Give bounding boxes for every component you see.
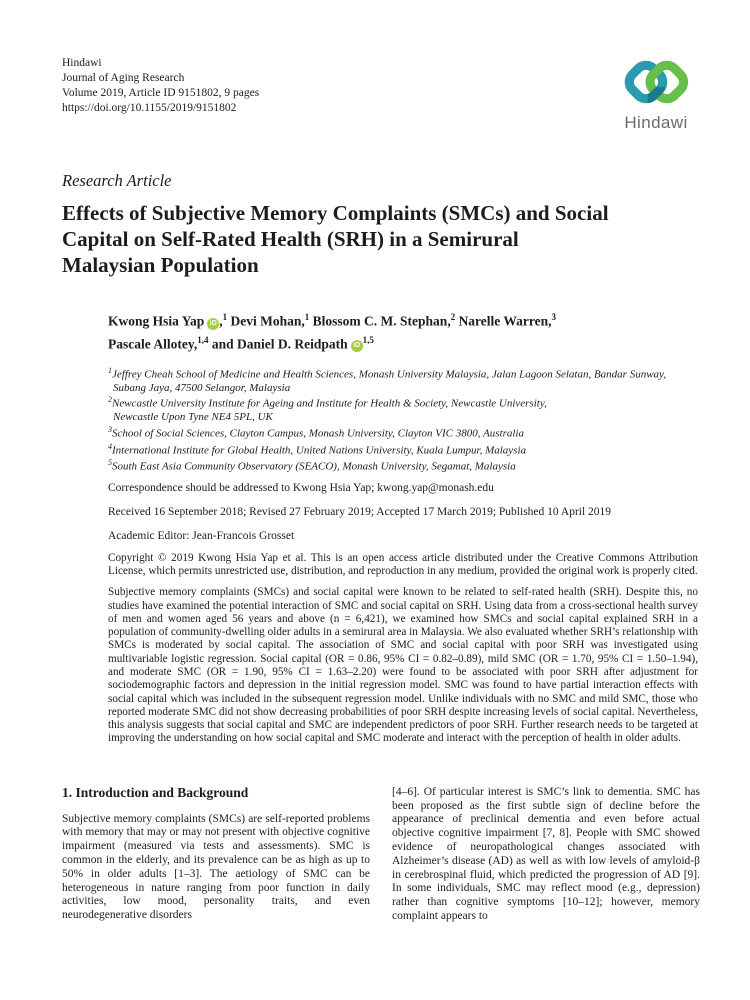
doi-link[interactable]: https://doi.org/10.1155/2019/9151802 (62, 102, 237, 114)
author-name: Devi Mohan (230, 313, 302, 329)
orcid-icon[interactable]: iD (351, 340, 363, 352)
section-heading-introduction: 1. Introduction and Background (62, 784, 249, 800)
publication-meta (62, 56, 259, 116)
article-title: Effects of Subjective Memory Complaints (SMCs) and Social Capital on Self-Rated Health (SRH) in a Semirural Malaysian Population (62, 201, 609, 277)
hindawi-logo-icon (614, 52, 698, 112)
author-name: Blossom C. M. Stephan (312, 313, 448, 329)
page-header (0, 0, 750, 133)
intro-right-column (392, 786, 700, 924)
dates-line: Received 16 September 2018; Revised 27 February 2019; Accepted 17 March 2019; Published 10 April 2019 (108, 505, 612, 518)
article-body (62, 786, 700, 924)
affiliation-item: $^5$South East Asia Community Observatory (SEACO), Monash University, Segamat, Malaysia (108, 458, 516, 473)
volume-info: Volume 2019, Article ID 9151802, 9 pages (62, 87, 260, 99)
abstract-text: Subjective memory complaints (SMCs) and social capital were known to be related to self-rated health (SRH). Despite this, no studies have examined the potential interaction of SMC and social capital on SRH. Using data from a cross-sectional health survey of men and women aged 56 years and above (n = 6,421), we examined how SMCs and social capital explained SRH in a population of community-dwelling older adults in a semirural area in Malaysia. We also evaluated whether SRH’s relationship with SMCs is moderated by social capital. The association of SMC and social capital with poor SRH was investigated using multivariable logistic regression. Social capital (OR = 0.86, 95% CI = 0.82–0.89), mild SMC (OR = 1.70, 95% CI = 1.50–1.94), and moderate SMC (OR = 1.90, 95% CI = 1.63–2.20) were found to be associated with poor SRH after adjustment for sociodemographic factors and depression in the initial regression model. SMC was found to have partial interaction effects with social capital which was included in the subsequent regression model. Unlike individuals with no SMC and mild SMC, those who reported moderate SMC did not show decreasing probabilities of poor SRH despite increasing levels of social capital. Nevertheless, this analysis suggests that social capital and SMC are independent predictors of poor SRH. Further research needs to be targeted at improving the understanding on how social capital and SMC moderate and interact with the perception of health in older adults. (108, 586, 698, 745)
front-matter (108, 308, 698, 746)
correspondence-text: Correspondence should be addressed to Kwong Hsia Yap; (108, 481, 378, 494)
author-name: Daniel D. Reidpath (237, 336, 348, 351)
academic-editor-line: Academic Editor: Jean-Francois Grosset (108, 529, 295, 542)
orcid-icon[interactable]: iD (207, 318, 219, 330)
correspondence-line (108, 482, 698, 494)
intro-right-paragraph: [4–6]. Of particular interest is SMC’s link to dementia. SMC has been proposed as the first subtle sign of decline before the appearance of preclinical dementia and even before actual objective cognitive impairment [7, 8]. People with SMC showed evidence of neuropathological changes associated with Alzheimer’s disease (AD) as well as with low levels of amyloid-β in cerebrospinal fluid, which predicted the progression of AD [9]. In some individuals, SMC may reflect mood (e.g., depression) rather than cognitive symptoms [10–12]; however, memory complaint appears to (392, 785, 700, 922)
affiliation-item: $^2$Newcastle University Institute for Ageing and Institute for Health & Society, Newcastle University, Newcastle Upon Tyne NE4 5PL, UK (108, 395, 547, 424)
publisher-name: Hindawi (62, 57, 102, 69)
affiliation-item: $^1$Jeffrey Cheah School of Medicine and Health Sciences, Monash University Malaysia, Jalan Lagoon Selatan, Bandar Sunway, Subang Jaya, 47500 Selangor, Malaysia (108, 366, 667, 394)
intro-left-paragraph: Subjective memory complaints (SMCs) are self-reported problems with memory that may or may not present with objective cognitive impairment (measured via tests and assessments). SMC is common in the elderly, and its prevalence can be as high as up to 50% in older adults [1–3]. The aetiology of SMC can be heterogeneous in nature ranging from poor function in daily activities, low mood, personality traits, and even neurodegenerative disorders (62, 812, 370, 922)
authors-line-1: Kwong Hsia Yap iD ,$^1$ Devi Mohan,$^1$ Blossom C. M. Stephan,$^2$ Narelle Warren,$^3$ (108, 312, 557, 329)
authors-block (108, 308, 698, 353)
author-name: Kwong Hsia Yap (108, 313, 205, 329)
intro-left-column (62, 786, 370, 924)
affiliations-list (108, 365, 698, 474)
hindawi-logo (610, 52, 702, 133)
journal-name: Journal of Aging Research (62, 72, 185, 84)
article-type-label: Research Article (62, 171, 172, 190)
affiliation-item: $^4$International Institute for Global Health, United Nations University, Kuala Lumpur, Malaysia (108, 441, 527, 457)
copyright-notice: Copyright © 2019 Kwong Hsia Yap et al. This is an open access article distributed under the Creative Commons Attribution License, which permits unrestricted use, distribution, and reproduction in any medium, provided the original work is properly cited. (108, 551, 698, 577)
correspondence-email-link[interactable]: kwong.yap@monash.edu (377, 481, 494, 494)
author-name: Narelle Warren (458, 313, 549, 329)
hindawi-wordmark: Hindawi (624, 113, 688, 132)
author-name: Pascale Allotey (108, 336, 194, 351)
authors-line-2: Pascale Allotey,$^{1,4}$ and Daniel D. Reidpath iD$^{1,5}$ (108, 334, 374, 351)
affiliation-item: $^3$School of Social Sciences, Clayton Campus, Monash University, Clayton VIC 3800, Australia (108, 424, 524, 440)
